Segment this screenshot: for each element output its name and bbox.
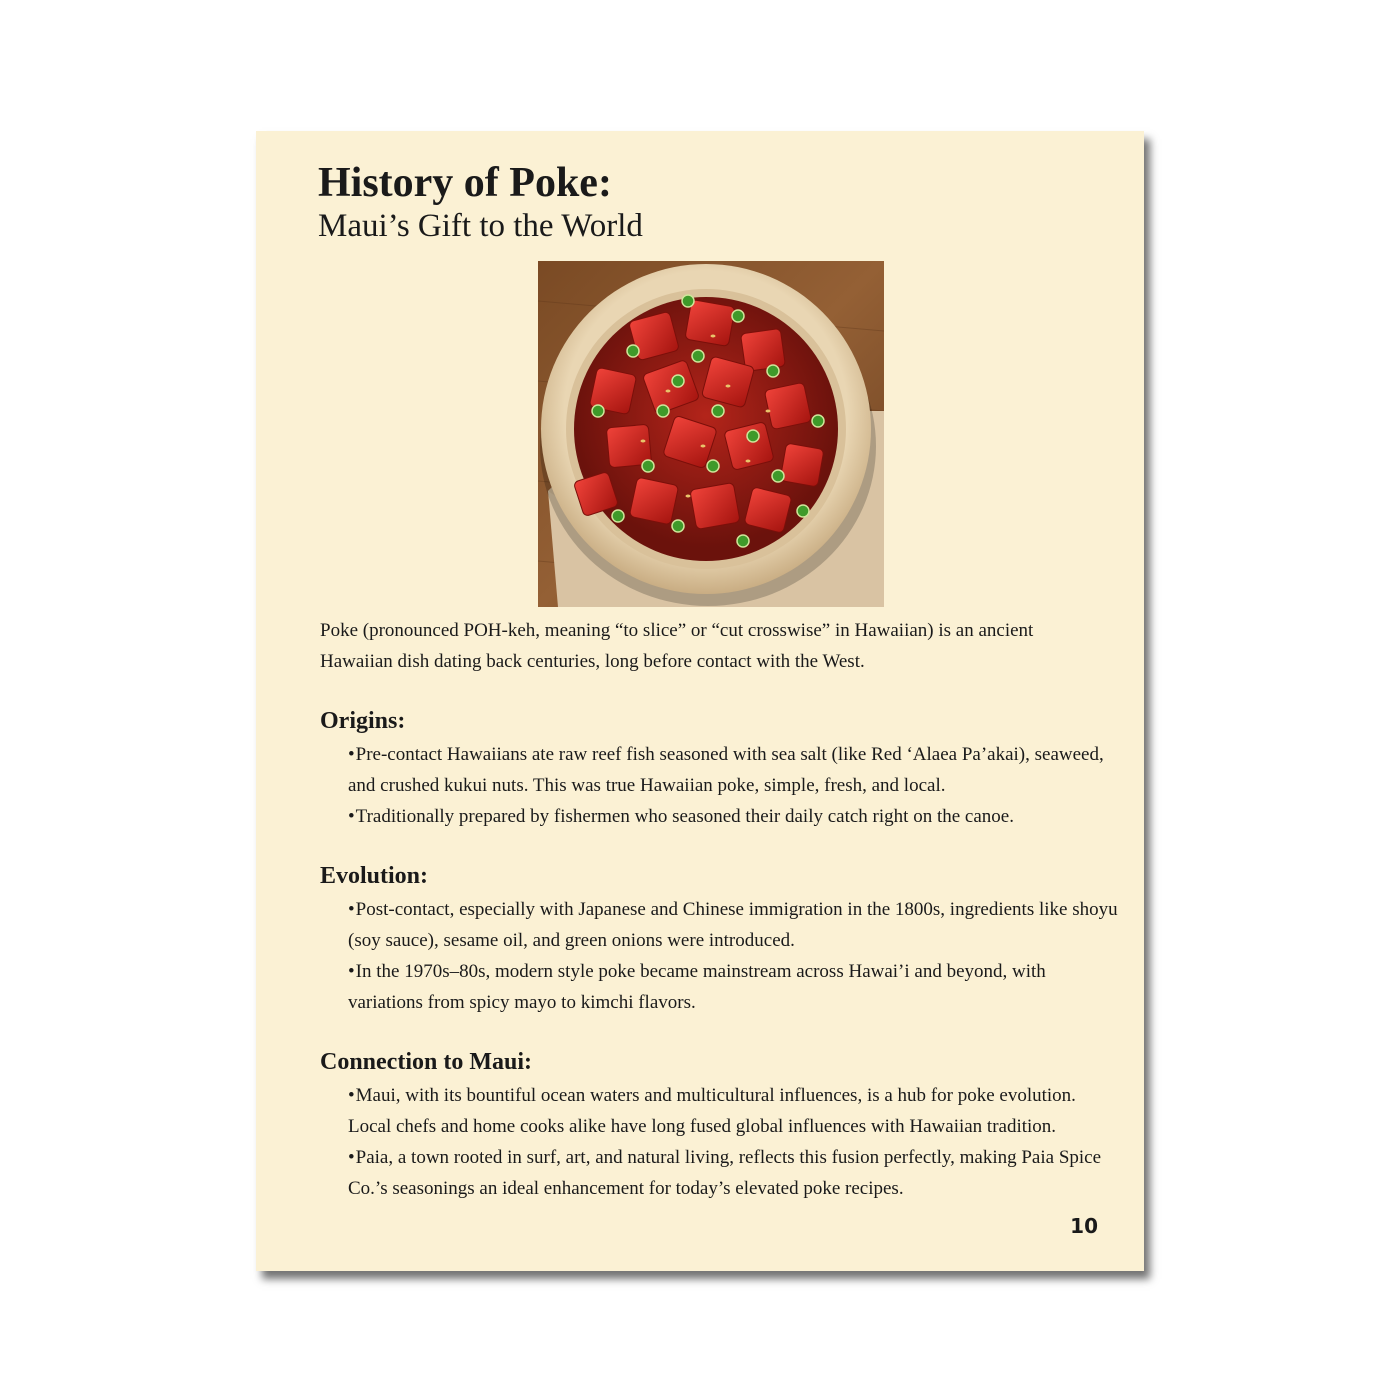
bullet-text: Pre-contact Hawaiians ate raw reef fish seasoned with sea salt (like Red ‘Alaea Pa’akai), seaweed, and crushed kukui nuts. This was true Hawaiian poke, simple, fresh, and local. xyxy=(348,744,1104,796)
page-subtitle: Maui’s Gift to the World xyxy=(318,208,643,244)
section-heading-evolution: Evolution: xyxy=(320,863,429,889)
list-item xyxy=(348,1080,1118,1142)
section-heading-origins: Origins: xyxy=(320,708,406,734)
book-page xyxy=(256,131,1144,1271)
list-item xyxy=(348,739,1118,801)
list-item xyxy=(348,894,1118,956)
bullet-text: Post-contact, especially with Japanese and Chinese immigration in the 1800s, ingredients like shoyu (soy sauce), sesame oil, and green onions were introduced. xyxy=(348,899,1118,951)
bullet-list-evolution xyxy=(348,894,1118,1018)
bullet-symbol: • xyxy=(348,744,355,765)
bullet-symbol: • xyxy=(348,806,355,827)
intro-paragraph: Poke (pronounced POH-keh, meaning “to slice” or “cut crosswise” in Hawaiian) is an ancient Hawaiian dish dating back centuries, long before contact with the West. xyxy=(320,620,1034,672)
bullet-text: In the 1970s–80s, modern style poke became mainstream across Hawai’i and beyond, with variations from spicy mayo to kimchi flavors. xyxy=(348,961,1046,1013)
page-title: History of Poke: xyxy=(318,160,612,206)
list-item xyxy=(348,1142,1118,1204)
section-heading-connection-to-maui: Connection to Maui: xyxy=(320,1049,532,1075)
bullet-text: Traditionally prepared by fishermen who seasoned their daily catch right on the canoe. xyxy=(355,806,1014,827)
list-item xyxy=(348,801,1118,832)
poke-bowl-photo xyxy=(538,261,884,607)
bullet-symbol: • xyxy=(348,1147,355,1168)
list-item xyxy=(348,956,1118,1018)
bullet-symbol: • xyxy=(348,1085,355,1106)
page-number: 10 xyxy=(1070,1214,1098,1238)
bullet-list-origins xyxy=(348,739,1118,832)
bullet-list-connection-to-maui xyxy=(348,1080,1118,1204)
bullet-symbol: • xyxy=(348,961,355,982)
bullet-text: Maui, with its bountiful ocean waters and multicultural influences, is a hub for poke evolution. Local chefs and home cooks alike have long fused global influences with Hawaiian tradition. xyxy=(348,1085,1076,1137)
bullet-text: Paia, a town rooted in surf, art, and natural living, reflects this fusion perfectly, making Paia Spice Co.’s seasonings an ideal enhancement for today’s elevated poke recipes. xyxy=(348,1147,1102,1199)
bullet-symbol: • xyxy=(348,899,355,920)
